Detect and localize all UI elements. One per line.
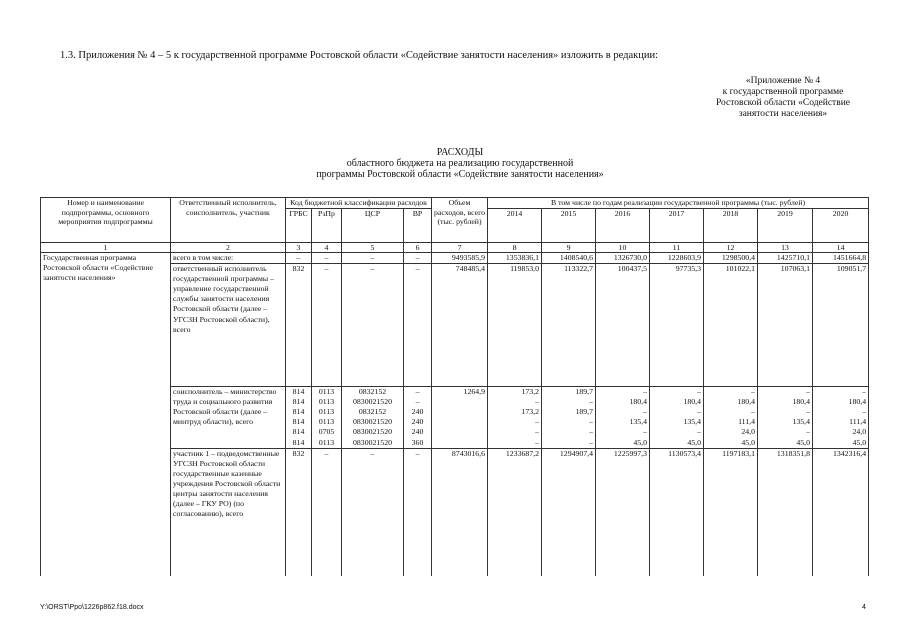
- year-value-cell: [704, 387, 758, 449]
- rzpr-value: 0113: [318, 437, 335, 447]
- year-value: –: [589, 417, 594, 427]
- header-year: 2020: [813, 208, 869, 242]
- header-year: 2018: [704, 208, 758, 242]
- year-value-cell: 1130573,4: [650, 448, 704, 576]
- executor-cell: ответственный исполнитель государственной программы – управление государственной службы занятости населения Ростовской области (далее – УГСЗН Ростовской области), всего: [171, 264, 286, 387]
- grbs-cell: –: [286, 253, 312, 264]
- year-value: 111,4: [849, 417, 867, 427]
- year-value-cell: [758, 387, 813, 449]
- column-number: 7: [432, 242, 488, 253]
- header-csr: ЦСР: [342, 208, 404, 242]
- year-value: –: [862, 387, 867, 397]
- rzpr-value: 0113: [318, 407, 335, 417]
- year-value: 180,4: [848, 397, 867, 407]
- header-executor: Ответственный исполнитель, соисполнитель, участник: [171, 198, 286, 243]
- file-path: Y:\ORST\Ppo\1226p862.f18.docx: [40, 604, 144, 611]
- csr-value: 0832152: [358, 387, 387, 397]
- year-value-cell: 1342316,4: [813, 448, 869, 576]
- vr-value: 240: [411, 427, 424, 437]
- csr-value: 0832152: [358, 407, 387, 417]
- year-value: –: [535, 417, 540, 427]
- column-number: 5: [342, 242, 404, 253]
- year-value: 45,0: [796, 437, 811, 447]
- grbs-value: 814: [292, 387, 305, 397]
- year-value: 45,0: [633, 437, 648, 447]
- year-value: 45,0: [852, 437, 867, 447]
- header-volume: Объем расходов, всего (тыс. рублей): [432, 198, 488, 243]
- year-value: 180,4: [792, 397, 811, 407]
- year-value: –: [535, 437, 540, 447]
- grbs-cell: 832: [286, 448, 312, 576]
- rzpr-cell: [312, 387, 342, 449]
- rzpr-cell: –: [312, 253, 342, 264]
- year-value: 111,4: [738, 417, 756, 427]
- year-value-cell: 97735,3: [650, 264, 704, 387]
- year-value: 135,4: [792, 417, 811, 427]
- year-value: 189,7: [575, 387, 594, 397]
- year-value: –: [643, 407, 648, 417]
- year-value-cell: 109051,7: [813, 264, 869, 387]
- vr-cell: –: [404, 253, 432, 264]
- amendment-intro: 1.3. Приложения № 4 – 5 к государственной программе Ростовской области «Содействие занятости населения» изложить в редакции:: [60, 50, 659, 61]
- csr-value: 0830021520: [353, 397, 392, 407]
- grbs-cell: 832: [286, 264, 312, 387]
- column-number: 11: [650, 242, 704, 253]
- csr-cell: –: [342, 264, 404, 387]
- appendix-line: «Приложение № 4: [745, 76, 821, 86]
- rzpr-cell: –: [312, 264, 342, 387]
- rzpr-value: 0113: [318, 387, 335, 397]
- year-value: 45,0: [741, 437, 756, 447]
- year-value: –: [535, 397, 540, 407]
- column-number: 1: [41, 242, 171, 253]
- year-value: –: [806, 407, 811, 417]
- vr-value: –: [415, 387, 420, 397]
- volume-cell: 8743016,6: [432, 448, 488, 576]
- year-value: 135,4: [629, 417, 648, 427]
- vr-value: 240: [411, 407, 424, 417]
- header-years-group: В том числе по годам реализации государственной программы (тыс. рублей): [488, 198, 869, 209]
- title-line: РАСХОДЫ: [436, 147, 484, 158]
- csr-cell: –: [342, 448, 404, 576]
- grbs-value: 814: [292, 407, 305, 417]
- column-number: 2: [171, 242, 286, 253]
- year-value: –: [643, 387, 648, 397]
- year-value: –: [589, 437, 594, 447]
- year-value: 173,2: [521, 387, 540, 397]
- rzpr-value: 0113: [318, 397, 335, 407]
- csr-value: 0830021520: [353, 417, 392, 427]
- grbs-cell: [286, 387, 312, 449]
- column-number: 13: [758, 242, 813, 253]
- column-number: 12: [704, 242, 758, 253]
- year-value: –: [806, 387, 811, 397]
- year-value: –: [643, 427, 648, 437]
- year-value: –: [589, 427, 594, 437]
- year-value: 189,7: [575, 407, 594, 417]
- volume-cell: 1264,9: [432, 387, 488, 449]
- appendix-line: занятости населения»: [738, 109, 828, 119]
- column-number: 10: [596, 242, 650, 253]
- year-value-cell: [813, 387, 869, 449]
- year-value: –: [806, 427, 811, 437]
- year-value-cell: [488, 387, 542, 449]
- executor-cell: участник 1 – подведомственные УГСЗН Ростовской области государственные казенные учреждения Ростовской области центры занятости населения (далее – ГКУ РО) (по согласованию), всего: [171, 448, 286, 576]
- appendix-line: к государственной программе: [722, 87, 844, 97]
- vr-cell: –: [404, 264, 432, 387]
- vr-value: –: [415, 397, 420, 407]
- column-number: 3: [286, 242, 312, 253]
- csr-value: 0830021520: [353, 437, 392, 447]
- year-value-cell: 1225997,3: [596, 448, 650, 576]
- csr-value: 0830021520: [353, 427, 392, 437]
- year-value-cell: 1298500,4: [704, 253, 758, 264]
- vr-value: 240: [411, 417, 424, 427]
- header-year: 2016: [596, 208, 650, 242]
- year-value: –: [697, 387, 702, 397]
- document-title: [180, 147, 740, 180]
- appendix-heading: [690, 76, 876, 120]
- year-value-cell: 1318351,8: [758, 448, 813, 576]
- year-value-cell: 1451664,8: [813, 253, 869, 264]
- header-year: 2015: [542, 208, 596, 242]
- year-value: –: [862, 407, 867, 417]
- executor-cell: всего в том числе:: [171, 253, 286, 264]
- year-value-cell: 1197183,1: [704, 448, 758, 576]
- column-number: 9: [542, 242, 596, 253]
- year-value: –: [751, 387, 756, 397]
- header-name: Номер и наименование подпрограммы, основного мероприятия подпрограммы: [41, 198, 171, 243]
- table-row-program-total: [41, 253, 869, 264]
- csr-cell: [342, 387, 404, 449]
- title-line: областного бюджета на реализацию государственной: [346, 158, 574, 169]
- year-value: –: [535, 427, 540, 437]
- year-value-cell: 1408540,6: [542, 253, 596, 264]
- year-value: –: [751, 407, 756, 417]
- year-value: –: [589, 397, 594, 407]
- year-value: –: [697, 427, 702, 437]
- header-year: 2017: [650, 208, 704, 242]
- year-value-cell: 1233687,2: [488, 448, 542, 576]
- year-value-cell: 100437,5: [596, 264, 650, 387]
- program-name-cell: Государственная программа Ростовской области «Содействие занятости населения»: [41, 253, 171, 577]
- expenses-table: [40, 197, 869, 576]
- header-rzpr: РзПр: [312, 208, 342, 242]
- executor-cell: соисполнитель – министерство труда и социального развития Ростовской области (далее – минтруд области), всего: [171, 387, 286, 449]
- header-vr: ВР: [404, 208, 432, 242]
- column-number: 4: [312, 242, 342, 253]
- year-value: 24,0: [852, 427, 867, 437]
- year-value-cell: 107063,1: [758, 264, 813, 387]
- volume-cell: 9493585,9: [432, 253, 488, 264]
- year-value: 173,2: [521, 407, 540, 417]
- year-value: –: [697, 407, 702, 417]
- year-value-cell: 1326730,0: [596, 253, 650, 264]
- year-value-cell: 101022,1: [704, 264, 758, 387]
- grbs-value: 814: [292, 437, 305, 447]
- year-value-cell: 1294907,4: [542, 448, 596, 576]
- header-code-group: Код бюджетной классификации расходов: [286, 198, 432, 209]
- appendix-line: Ростовской области «Содействие: [716, 98, 850, 108]
- volume-cell: 748485,4: [432, 264, 488, 387]
- year-value-cell: [596, 387, 650, 449]
- year-value: 24,0: [741, 427, 756, 437]
- vr-cell: –: [404, 448, 432, 576]
- year-value: 45,0: [687, 437, 702, 447]
- grbs-value: 814: [292, 427, 305, 437]
- title-line: программы Ростовской области «Содействие занятости населения»: [316, 169, 604, 180]
- year-value-cell: [650, 387, 704, 449]
- year-value-cell: 1228603,9: [650, 253, 704, 264]
- page-number: 4: [862, 604, 866, 611]
- header-year: 2019: [758, 208, 813, 242]
- grbs-value: 814: [292, 397, 305, 407]
- year-value: 180,4: [683, 397, 702, 407]
- rzpr-value: 0113: [318, 417, 335, 427]
- column-number: 8: [488, 242, 542, 253]
- grbs-value: 814: [292, 417, 305, 427]
- rzpr-value: 0705: [318, 427, 335, 437]
- year-value-cell: 1353836,1: [488, 253, 542, 264]
- year-value-cell: 119853,0: [488, 264, 542, 387]
- header-year: 2014: [488, 208, 542, 242]
- header-grbs: ГРБС: [286, 208, 312, 242]
- year-value-cell: [542, 387, 596, 449]
- year-value: 135,4: [683, 417, 702, 427]
- year-value-cell: 113322,7: [542, 264, 596, 387]
- vr-value: 360: [411, 437, 424, 447]
- year-value: 180,4: [737, 397, 756, 407]
- rzpr-cell: –: [312, 448, 342, 576]
- vr-cell: [404, 387, 432, 449]
- column-number: 14: [813, 242, 869, 253]
- year-value: 180,4: [629, 397, 648, 407]
- csr-cell: –: [342, 253, 404, 264]
- year-value-cell: 1425710,1: [758, 253, 813, 264]
- column-number: 6: [404, 242, 432, 253]
